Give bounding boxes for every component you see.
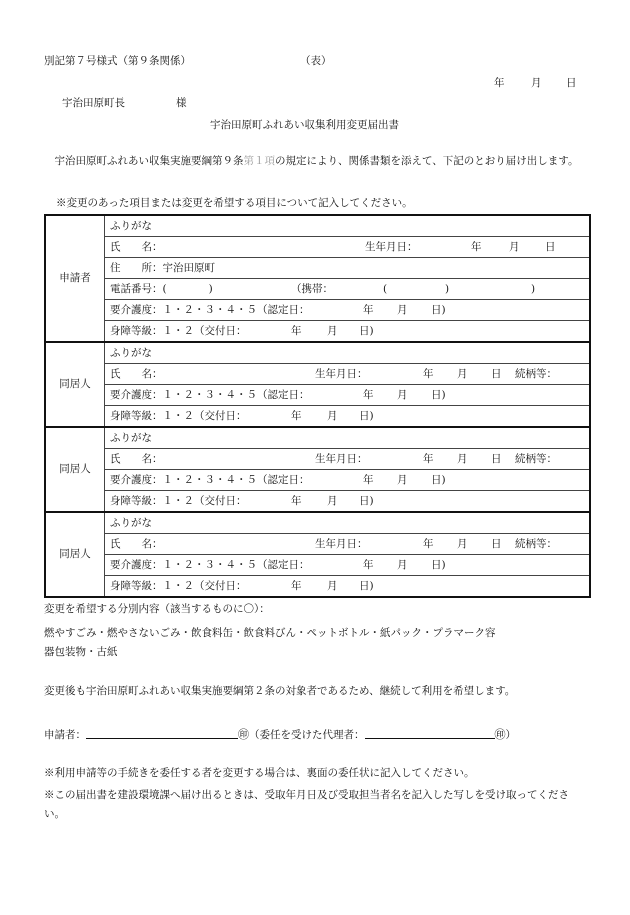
care-label: 要介護度：１・２・３・４・５（認定日：: [110, 559, 310, 571]
mobile-close-inner: ): [445, 283, 450, 295]
care-year: 年: [363, 304, 374, 316]
resident-1-disability-field[interactable]: [105, 406, 591, 428]
care-year: 年: [363, 389, 374, 401]
form-table: [44, 214, 591, 598]
disability-day: 日): [359, 410, 374, 422]
disability-day: 日): [359, 580, 374, 592]
intro-reference: 第１項: [243, 155, 275, 167]
disability-label: 身障等級：１・２（交付日：: [110, 325, 247, 337]
birth-day: 日: [491, 368, 502, 380]
applicant-disability-field[interactable]: [105, 321, 591, 343]
applicant-furigana-field[interactable]: [105, 215, 591, 237]
resident-1-category: 同居人: [45, 342, 105, 427]
document-title: 宇治田原町ふれあい収集利用変更届出書: [210, 119, 399, 131]
mobile-close-outer: ): [531, 283, 536, 295]
birth-label: 生年月日：: [315, 453, 368, 465]
care-label: 要介護度：１・２・３・４・５（認定日：: [110, 389, 310, 401]
applicant-address-field[interactable]: [105, 258, 591, 279]
continue-statement: 変更後も宇治田原町ふれあい収集実施要綱第２条の対象者であるため、継続して利用を希望します。: [44, 685, 516, 697]
birth-label: 生年月日：: [365, 241, 418, 253]
care-label: 要介護度：１・２・３・４・５（認定日：: [110, 304, 310, 316]
birth-month: 月: [457, 538, 468, 550]
resident-2-disability-row: [45, 491, 590, 513]
birth-day: 日: [491, 538, 502, 550]
items-note: ※変更のあった項目または変更を希望する項目について記入してください。: [56, 197, 413, 209]
resident-3-disability-field[interactable]: [105, 576, 591, 598]
resident-2-furigana-field[interactable]: [105, 427, 591, 449]
disability-year: 年: [291, 495, 302, 507]
address-label: 住 所：宇治田原町: [110, 262, 215, 274]
agent-sign-field[interactable]: [365, 726, 495, 739]
disability-month: 月: [327, 580, 338, 592]
birth-day: 日: [545, 241, 556, 253]
resident-3-furigana-field[interactable]: [105, 512, 591, 534]
disability-month: 月: [327, 410, 338, 422]
disability-month: 月: [327, 325, 338, 337]
disability-day: 日): [359, 325, 374, 337]
applicant-care-field[interactable]: [105, 300, 591, 321]
relation-label: 続柄等：: [515, 453, 557, 465]
resident-1-care-field[interactable]: [105, 385, 591, 406]
applicant-phone-row: [45, 279, 590, 300]
date-day-label: 日: [566, 77, 577, 89]
birth-year: 年: [423, 538, 434, 550]
resident-3-care-row: [45, 555, 590, 576]
note-copy: ※この届出書を建設環境課へ届け出るときは、受取年月日及び受取担当者名を記入した写しを受け取ってください。: [44, 789, 569, 821]
care-day: 日): [431, 559, 446, 571]
intro-paragraph: [44, 152, 584, 171]
resident-2-furigana-row: [45, 427, 590, 449]
care-month: 月: [397, 559, 408, 571]
disability-year: 年: [291, 410, 302, 422]
applicant-name-field[interactable]: [105, 237, 591, 258]
care-day: 日): [431, 389, 446, 401]
agent-seal-mark-icon: ㊞: [494, 728, 506, 741]
intro-text-2: の規定により、関係書類を添えて、下記のとおり届け出します。: [275, 155, 579, 167]
intro-text-1: 宇治田原町ふれあい収集実施要綱第９条: [54, 155, 244, 167]
birth-label: 生年月日：: [315, 538, 368, 550]
resident-2-care-field[interactable]: [105, 470, 591, 491]
birth-month: 月: [457, 453, 468, 465]
resident-1-disability-row: [45, 406, 590, 428]
disability-year: 年: [291, 325, 302, 337]
furigana-label: ふりがな: [110, 432, 152, 444]
disability-month: 月: [327, 495, 338, 507]
disability-day: 日): [359, 495, 374, 507]
agent-sign-label: （委任を受けた代理者：: [249, 729, 365, 741]
relation-label: 続柄等：: [515, 368, 557, 380]
selection-label: 変更を希望する分別内容（該当するものに〇）：: [44, 603, 270, 615]
addressee: 宇治田原町長: [62, 97, 125, 109]
birth-year: 年: [423, 453, 434, 465]
applicant-furigana-row: [45, 215, 590, 237]
furigana-label: ふりがな: [110, 220, 152, 232]
selection-options[interactable]: 燃やすごみ・燃やさないごみ・飲食料缶・飲食料びん・ペットボトル・紙パック・プラマーク容器包装物・古紙: [44, 627, 496, 659]
care-label: 要介護度：１・２・３・４・５（認定日：: [110, 474, 310, 486]
resident-3-disability-row: [45, 576, 590, 598]
name-label: 氏 名：: [110, 538, 163, 550]
care-month: 月: [397, 389, 408, 401]
furigana-label: ふりがな: [110, 517, 152, 529]
honorific: 様: [176, 97, 187, 109]
name-label: 氏 名：: [110, 368, 163, 380]
birth-month: 月: [457, 368, 468, 380]
disability-year: 年: [291, 580, 302, 592]
care-day: 日): [431, 304, 446, 316]
form-number: 別記第７号様式（第９条関係）: [44, 55, 191, 67]
resident-3-name-field[interactable]: [105, 534, 591, 555]
resident-1-name-row: [45, 364, 590, 385]
care-day: 日): [431, 474, 446, 486]
furigana-label: ふりがな: [110, 347, 152, 359]
signature-line: [44, 726, 516, 743]
care-year: 年: [363, 474, 374, 486]
care-year: 年: [363, 559, 374, 571]
date-month-label: 月: [531, 77, 542, 89]
disability-label: 身障等級：１・２（交付日：: [110, 410, 247, 422]
birth-day: 日: [491, 453, 502, 465]
resident-3-category: 同居人: [45, 512, 105, 597]
applicant-category: 申請者: [45, 215, 105, 342]
resident-1-furigana-row: [45, 342, 590, 364]
relation-label: 続柄等：: [515, 538, 557, 550]
care-month: 月: [397, 474, 408, 486]
resident-3-name-row: [45, 534, 590, 555]
applicant-name-row: [45, 237, 590, 258]
resident-2-category: 同居人: [45, 427, 105, 512]
seal-mark-icon: ㊞: [238, 728, 249, 741]
side-label: （表）: [300, 55, 332, 67]
resident-2-care-row: [45, 470, 590, 491]
resident-2-disability-field[interactable]: [105, 491, 591, 513]
note-delegation: ※利用申請等の手続きを委任する者を変更する場合は、裏面の委任状に記入してください。: [44, 767, 475, 779]
birth-year: 年: [423, 368, 434, 380]
applicant-address-row: [45, 258, 590, 279]
applicant-sign-label: 申請者：: [44, 729, 86, 741]
resident-1-name-field[interactable]: [105, 364, 591, 385]
birth-month: 月: [509, 241, 520, 253]
birth-year: 年: [471, 241, 482, 253]
resident-3-furigana-row: [45, 512, 590, 534]
mobile-open: (: [383, 283, 388, 295]
resident-1-furigana-field[interactable]: [105, 342, 591, 364]
agent-close-paren: ）: [505, 729, 516, 741]
disability-label: 身障等級：１・２（交付日：: [110, 495, 247, 507]
name-label: 氏 名：: [110, 241, 163, 253]
disability-label: 身障等級：１・２（交付日：: [110, 580, 247, 592]
applicant-disability-row: [45, 321, 590, 343]
resident-3-care-field[interactable]: [105, 555, 591, 576]
resident-1-care-row: [45, 385, 590, 406]
name-label: 氏 名：: [110, 453, 163, 465]
date-year-label: 年: [494, 77, 505, 89]
resident-2-name-row: [45, 449, 590, 470]
mobile-label: （携帯：: [291, 283, 333, 295]
resident-2-name-field[interactable]: [105, 449, 591, 470]
applicant-phone-field[interactable]: [105, 279, 591, 300]
applicant-care-row: [45, 300, 590, 321]
phone-label: 電話番号：( ): [110, 283, 213, 295]
birth-label: 生年月日：: [315, 368, 368, 380]
applicant-sign-field[interactable]: [86, 726, 238, 739]
care-month: 月: [397, 304, 408, 316]
